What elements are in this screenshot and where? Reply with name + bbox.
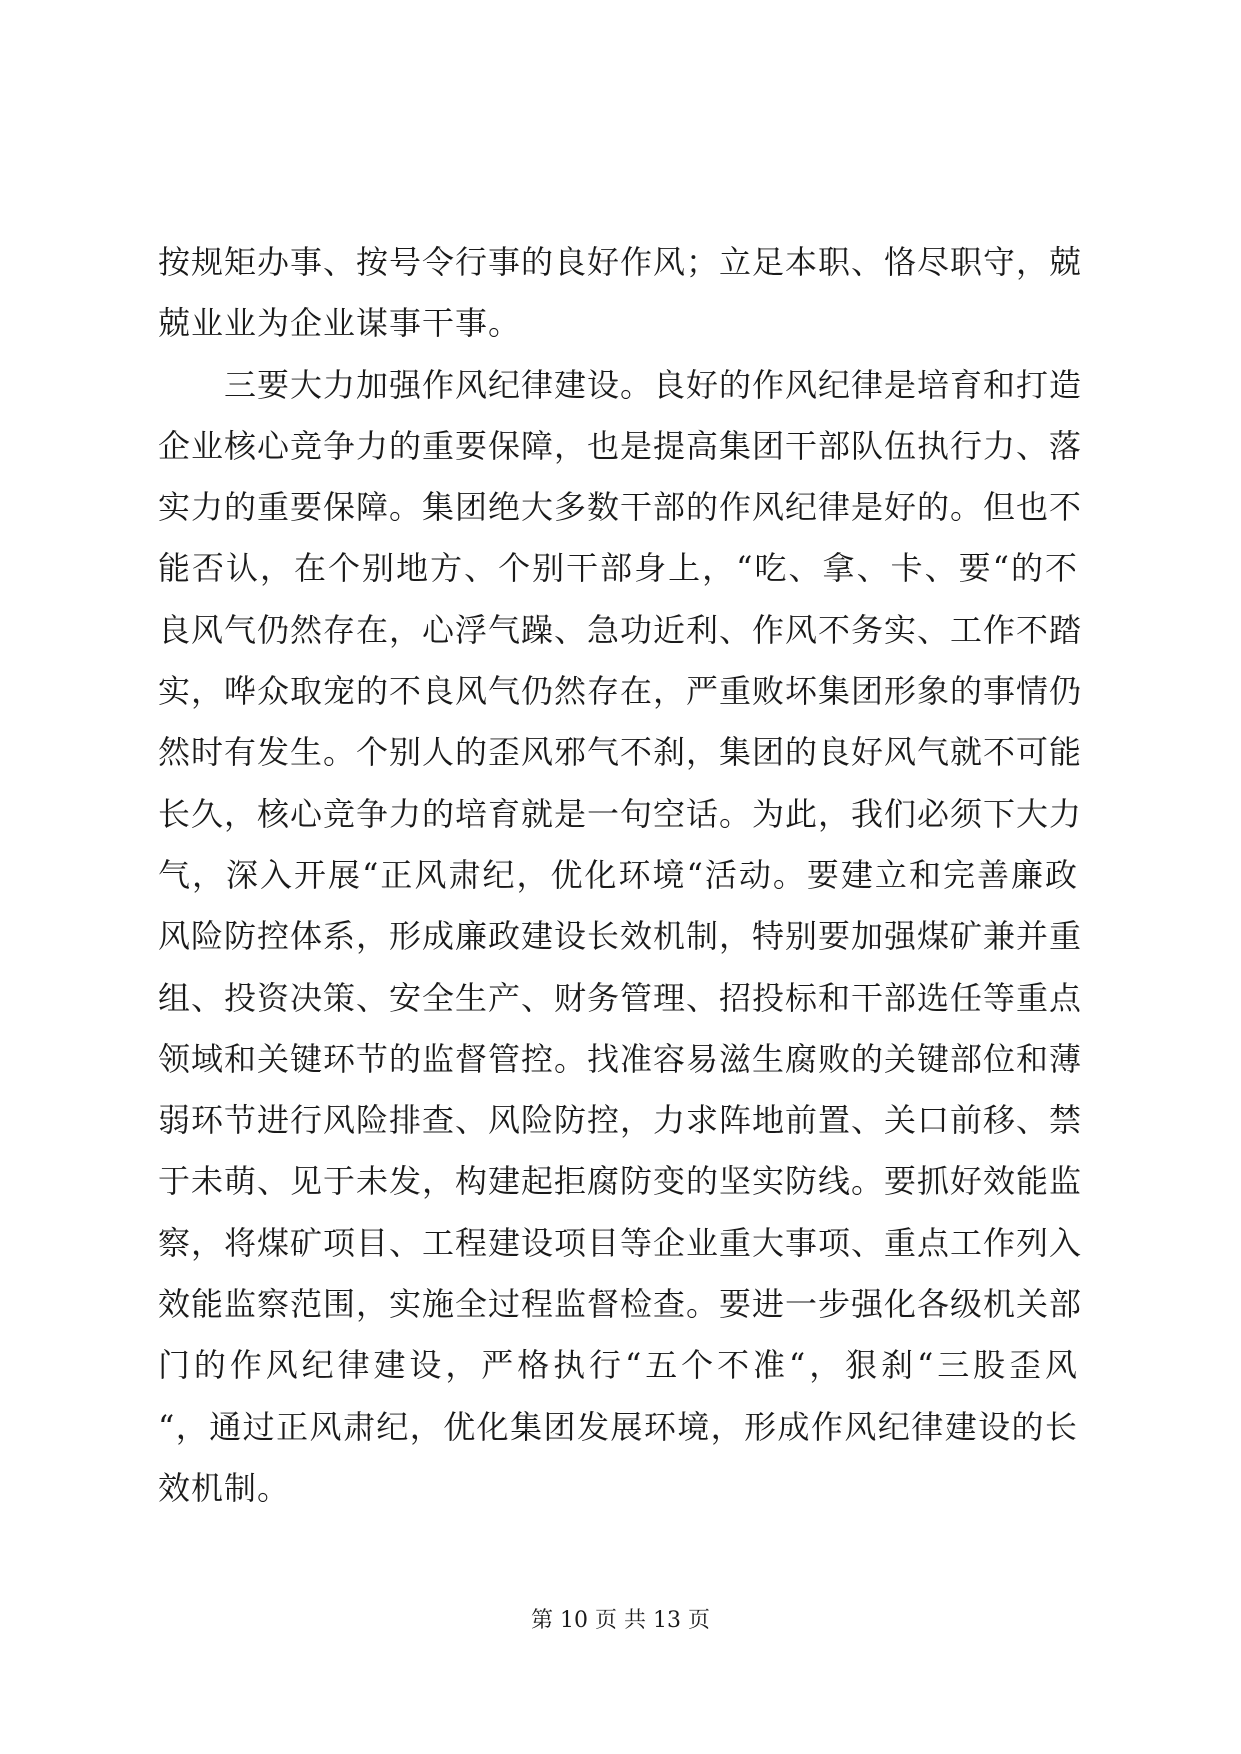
text-line: 长久，核心竞争力的培育就是一句空话。为此，我们必须下大力 (158, 794, 1083, 833)
text-line: 实，哗众取宠的不良风气仍然存在，严重败坏集团形象的事情仍 (158, 672, 1083, 711)
text-line: 企业核心竞争力的重要保障，也是提高集团干部队伍执行力、落 (158, 426, 1083, 465)
text-line: 效能监察范围，实施全过程监督检查。要进一步强化各级机关部 (158, 1285, 1083, 1324)
text-line: 效机制。 (158, 1468, 291, 1507)
text-line: 门的作风纪律建设，严格执行“五个不准“，狠刹“三股歪风 (158, 1346, 1078, 1385)
text-line: “，通过正风肃纪，优化集团发展环境，形成作风纪律建设的长 (158, 1407, 1078, 1446)
text-line: 能否认，在个别地方、个别干部身上，“吃、拿、卡、要“的不 (158, 549, 1078, 588)
text-line: 兢业业为企业谋事干事。 (158, 304, 522, 343)
page-number: 第 10 页 共 13 页 (531, 1608, 710, 1633)
text-line: 气，深入开展“正风肃纪，优化环境“活动。要建立和完善廉政 (158, 855, 1078, 894)
text-line: 良风气仍然存在，心浮气躁、急功近利、作风不务实、工作不踏 (158, 610, 1083, 649)
text-line: 组、投资决策、安全生产、财务管理、招投标和干部选任等重点 (158, 978, 1083, 1017)
text-line: 三要大力加强作风纪律建设。良好的作风纪律是培育和打造 (158, 365, 1083, 404)
text-line: 领域和关键环节的监督管控。找准容易滋生腐败的关键部位和薄 (158, 1039, 1083, 1078)
body-text (158, 232, 1083, 1519)
text-line: 于未萌、见于未发，构建起拒腐防变的坚实防线。要抓好效能监 (158, 1162, 1083, 1201)
text-line: 实力的重要保障。集团绝大多数干部的作风纪律是好的。但也不 (158, 488, 1083, 527)
text-line: 风险防控体系，形成廉政建设长效机制，特别要加强煤矿兼并重 (158, 917, 1083, 956)
text-line: 按规矩办事、按号令行事的良好作风；立足本职、恪尽职守，兢 (158, 243, 1083, 281)
text-line: 察，将煤矿项目、工程建设项目等企业重大事项、重点工作列入 (158, 1223, 1083, 1262)
text-line: 弱环节进行风险排查、风险防控，力求阵地前置、关口前移、禁 (158, 1101, 1083, 1140)
text-line: 然时有发生。个别人的歪风邪气不刹，集团的良好风气就不可能 (158, 733, 1083, 772)
